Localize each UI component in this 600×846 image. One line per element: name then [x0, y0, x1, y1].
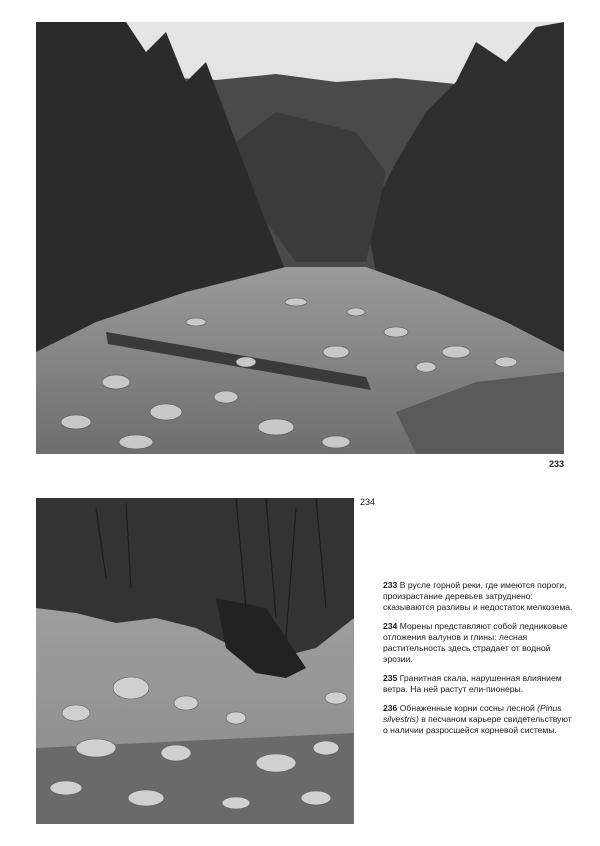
caption-number: 234: [383, 621, 398, 631]
photo-mountain-river: [36, 22, 564, 454]
caption-number: 236: [383, 703, 398, 713]
photo-number-234: 234: [360, 497, 376, 507]
caption-text: Обнаженные корни сосны лесной: [399, 703, 538, 713]
captions-block: [383, 580, 575, 744]
caption-latin-name: (Pinus silvestris): [383, 703, 562, 724]
caption-233: [383, 580, 575, 613]
caption-number: 235: [383, 673, 398, 683]
photo-mountain-river-image: [36, 22, 564, 454]
caption-234: [383, 621, 575, 665]
caption-text: Гранитная скала, нарушенная влиянием ветра. На ней растут ели-пионеры.: [383, 673, 562, 694]
photo-number-233: 233: [548, 459, 564, 469]
caption-235: [383, 673, 575, 695]
caption-number: 233: [383, 580, 398, 590]
caption-text: В русле горной реки, где имеются пороги, произрастание деревьев затруднено: сказываются разливы и недостаток мелкозема.: [383, 580, 573, 612]
photo-moraine: [36, 498, 354, 824]
photo-moraine-image: [36, 498, 354, 824]
caption-text: Морены представляют собой ледниковые отложения валунов и глины: лесная растительность здесь страдает от водной эрозии.: [383, 621, 568, 664]
caption-236: [383, 703, 575, 736]
caption-text-cont: в песчаном карьере свидетельствуют о наличии разросшейся корневой системы.: [383, 714, 572, 735]
